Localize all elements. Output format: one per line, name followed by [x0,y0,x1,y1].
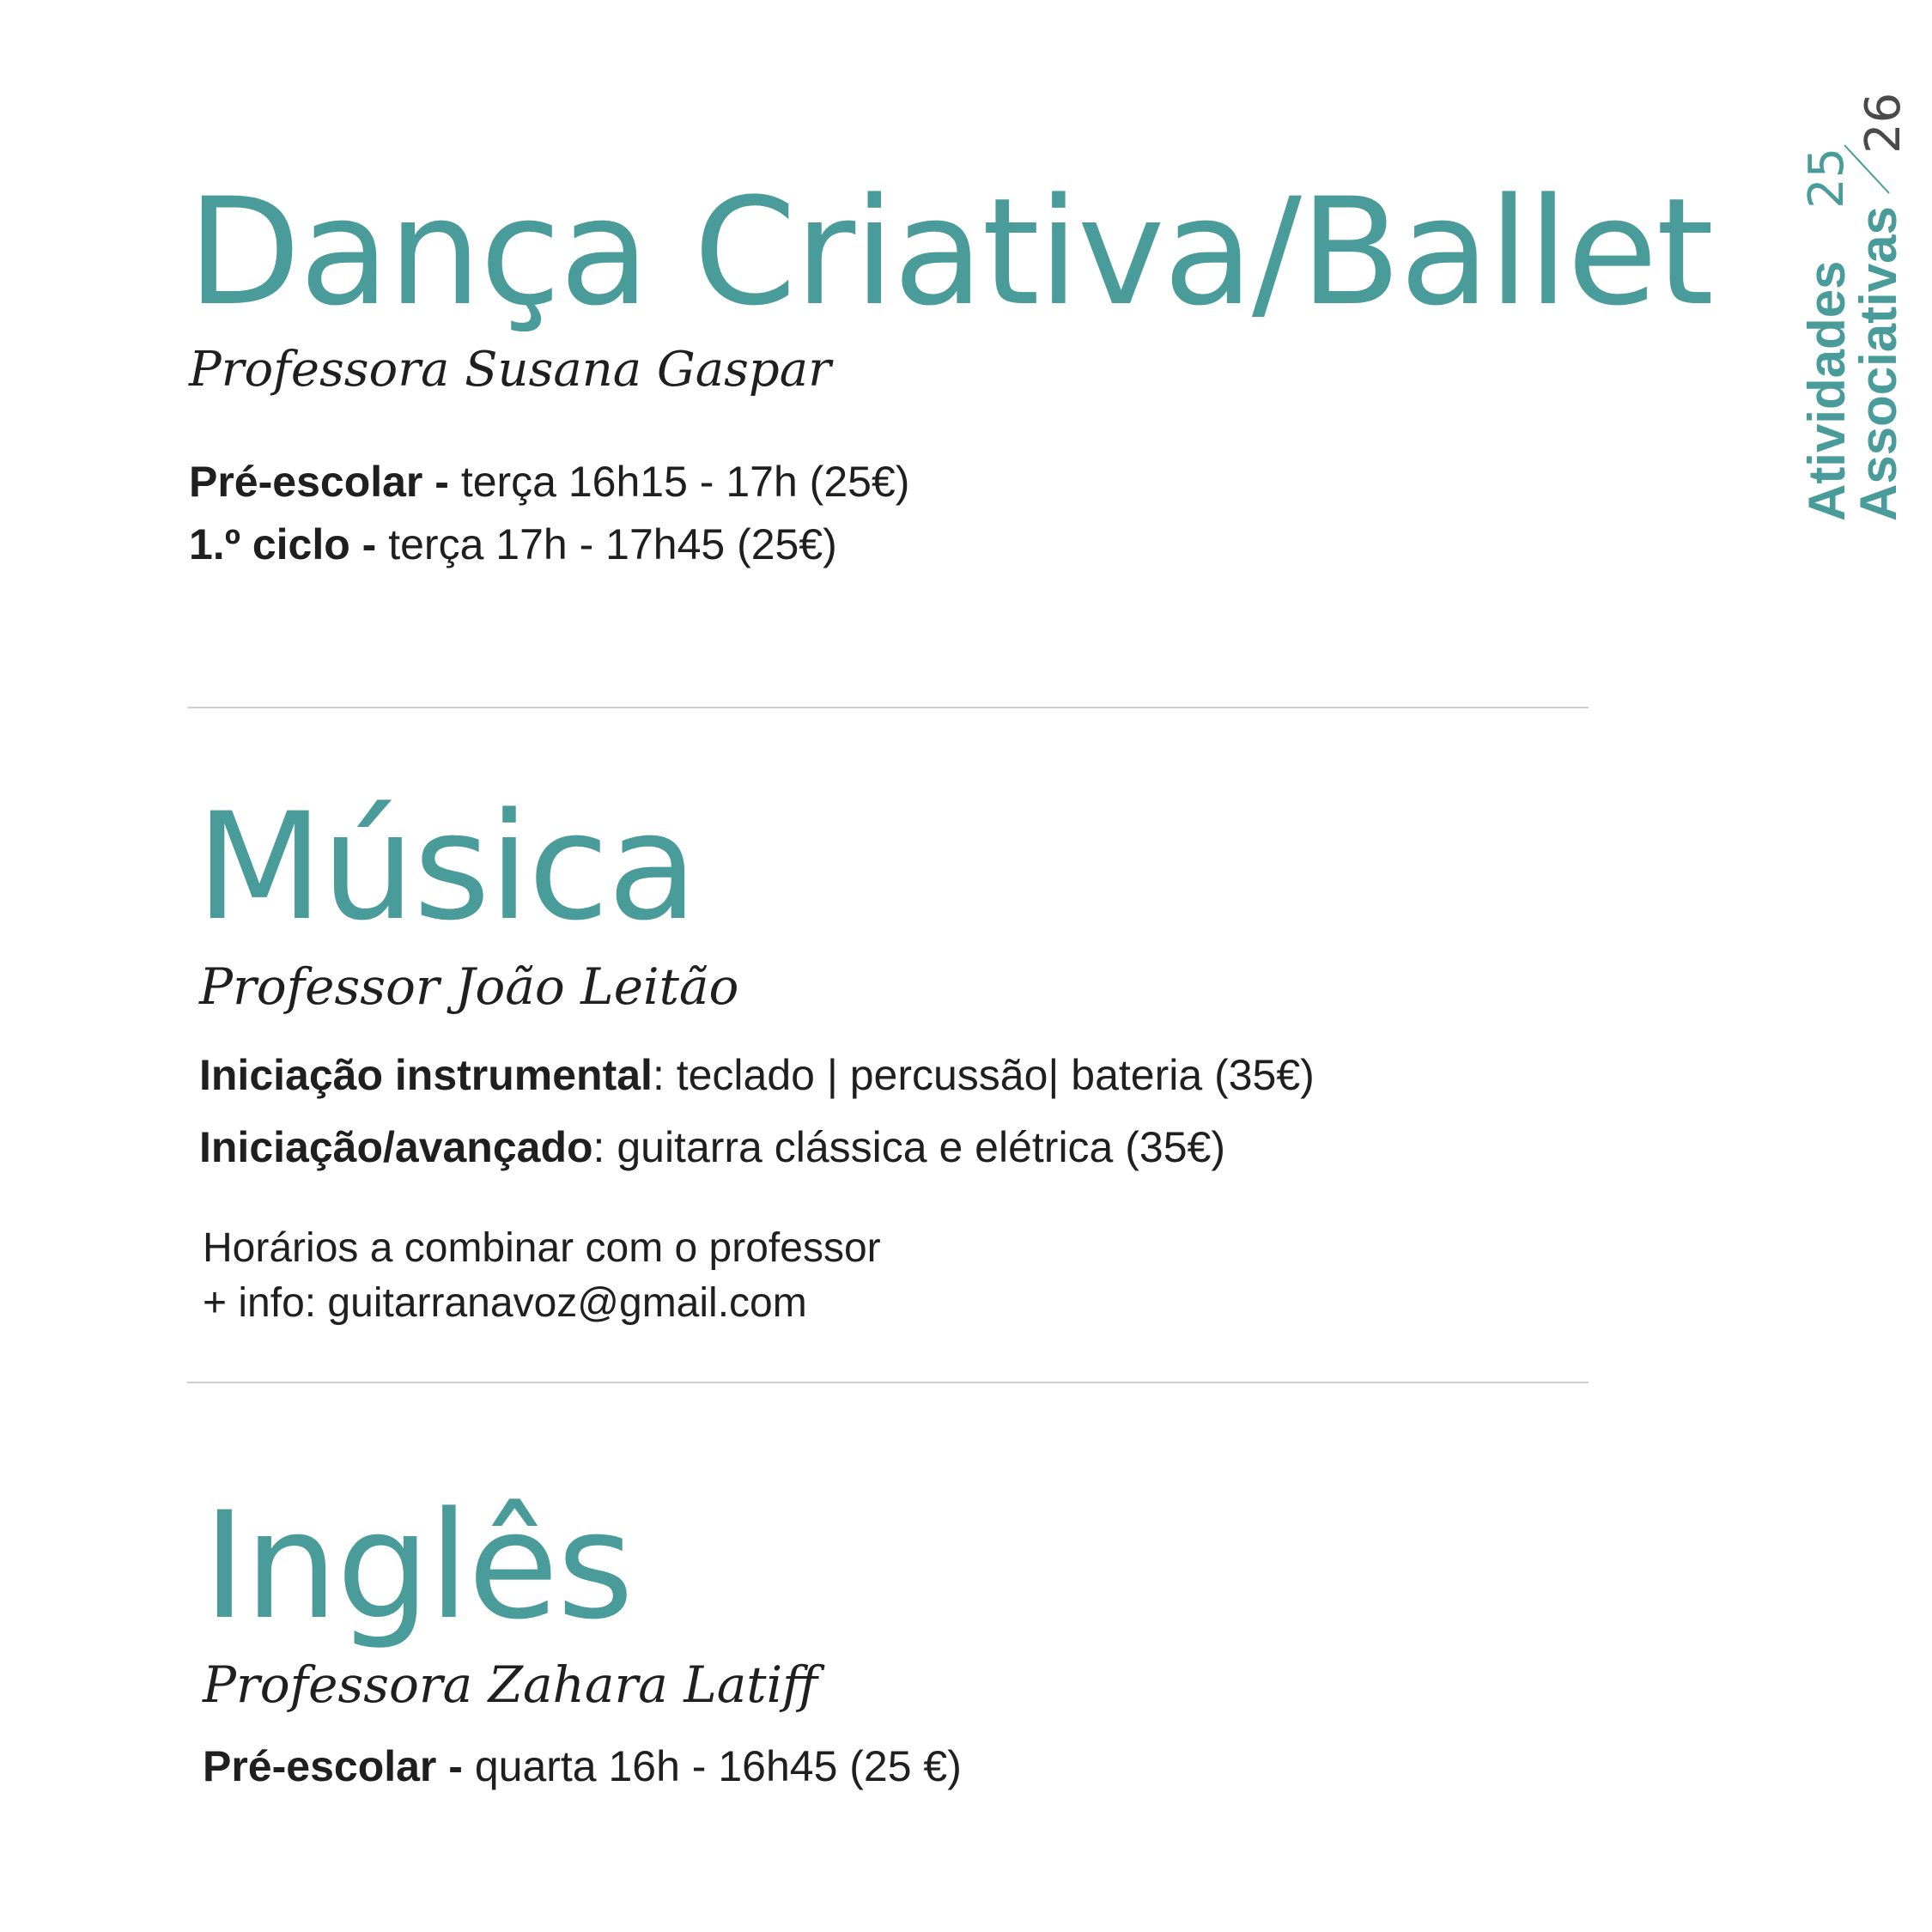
teacher-musica: Professor João Leitão [199,957,739,1016]
year-end: 26 [1856,92,1911,154]
sidebar-word-associativas: Associativas [1850,206,1907,521]
year-start: 25 [1799,147,1855,209]
teacher-danca: Professora Susana Gaspar [189,342,831,398]
sidebar-word-atividades: Atividades [1798,260,1856,521]
schedule-row-iniciacao-instrumental: Iniciação instrumental: teclado | percussão| bateria (35€) [199,1051,1315,1099]
section-divider [187,707,1589,708]
schedule-row-preescolar: Pré-escolar - terça 16h15 - 17h (25€) [189,458,910,506]
section-title-danca: Dança Criativa/Ballet [187,166,1713,338]
teacher-ingles: Professora Zahara Latiff [203,1656,818,1714]
contact-email[interactable]: + info: guitarranavoz@gmail.com [203,1280,807,1326]
sidebar-label [1777,82,1923,528]
schedule-row-preescolar-ingles: Pré-escolar - quarta 16h - 16h45 (25 €) [203,1742,962,1790]
section-title-ingles: Inglês [203,1479,633,1652]
schedule-row-1ciclo: 1.º ciclo - terça 17h - 17h45 (25€) [189,520,837,568]
section-divider [187,1382,1589,1383]
schedule-note: Horários a combinar com o professor [203,1225,881,1271]
section-title-musica: Música [196,781,696,953]
schedule-row-iniciacao-avancado: Iniciação/avançado: guitarra clássica e elétrica (35€) [199,1123,1225,1171]
